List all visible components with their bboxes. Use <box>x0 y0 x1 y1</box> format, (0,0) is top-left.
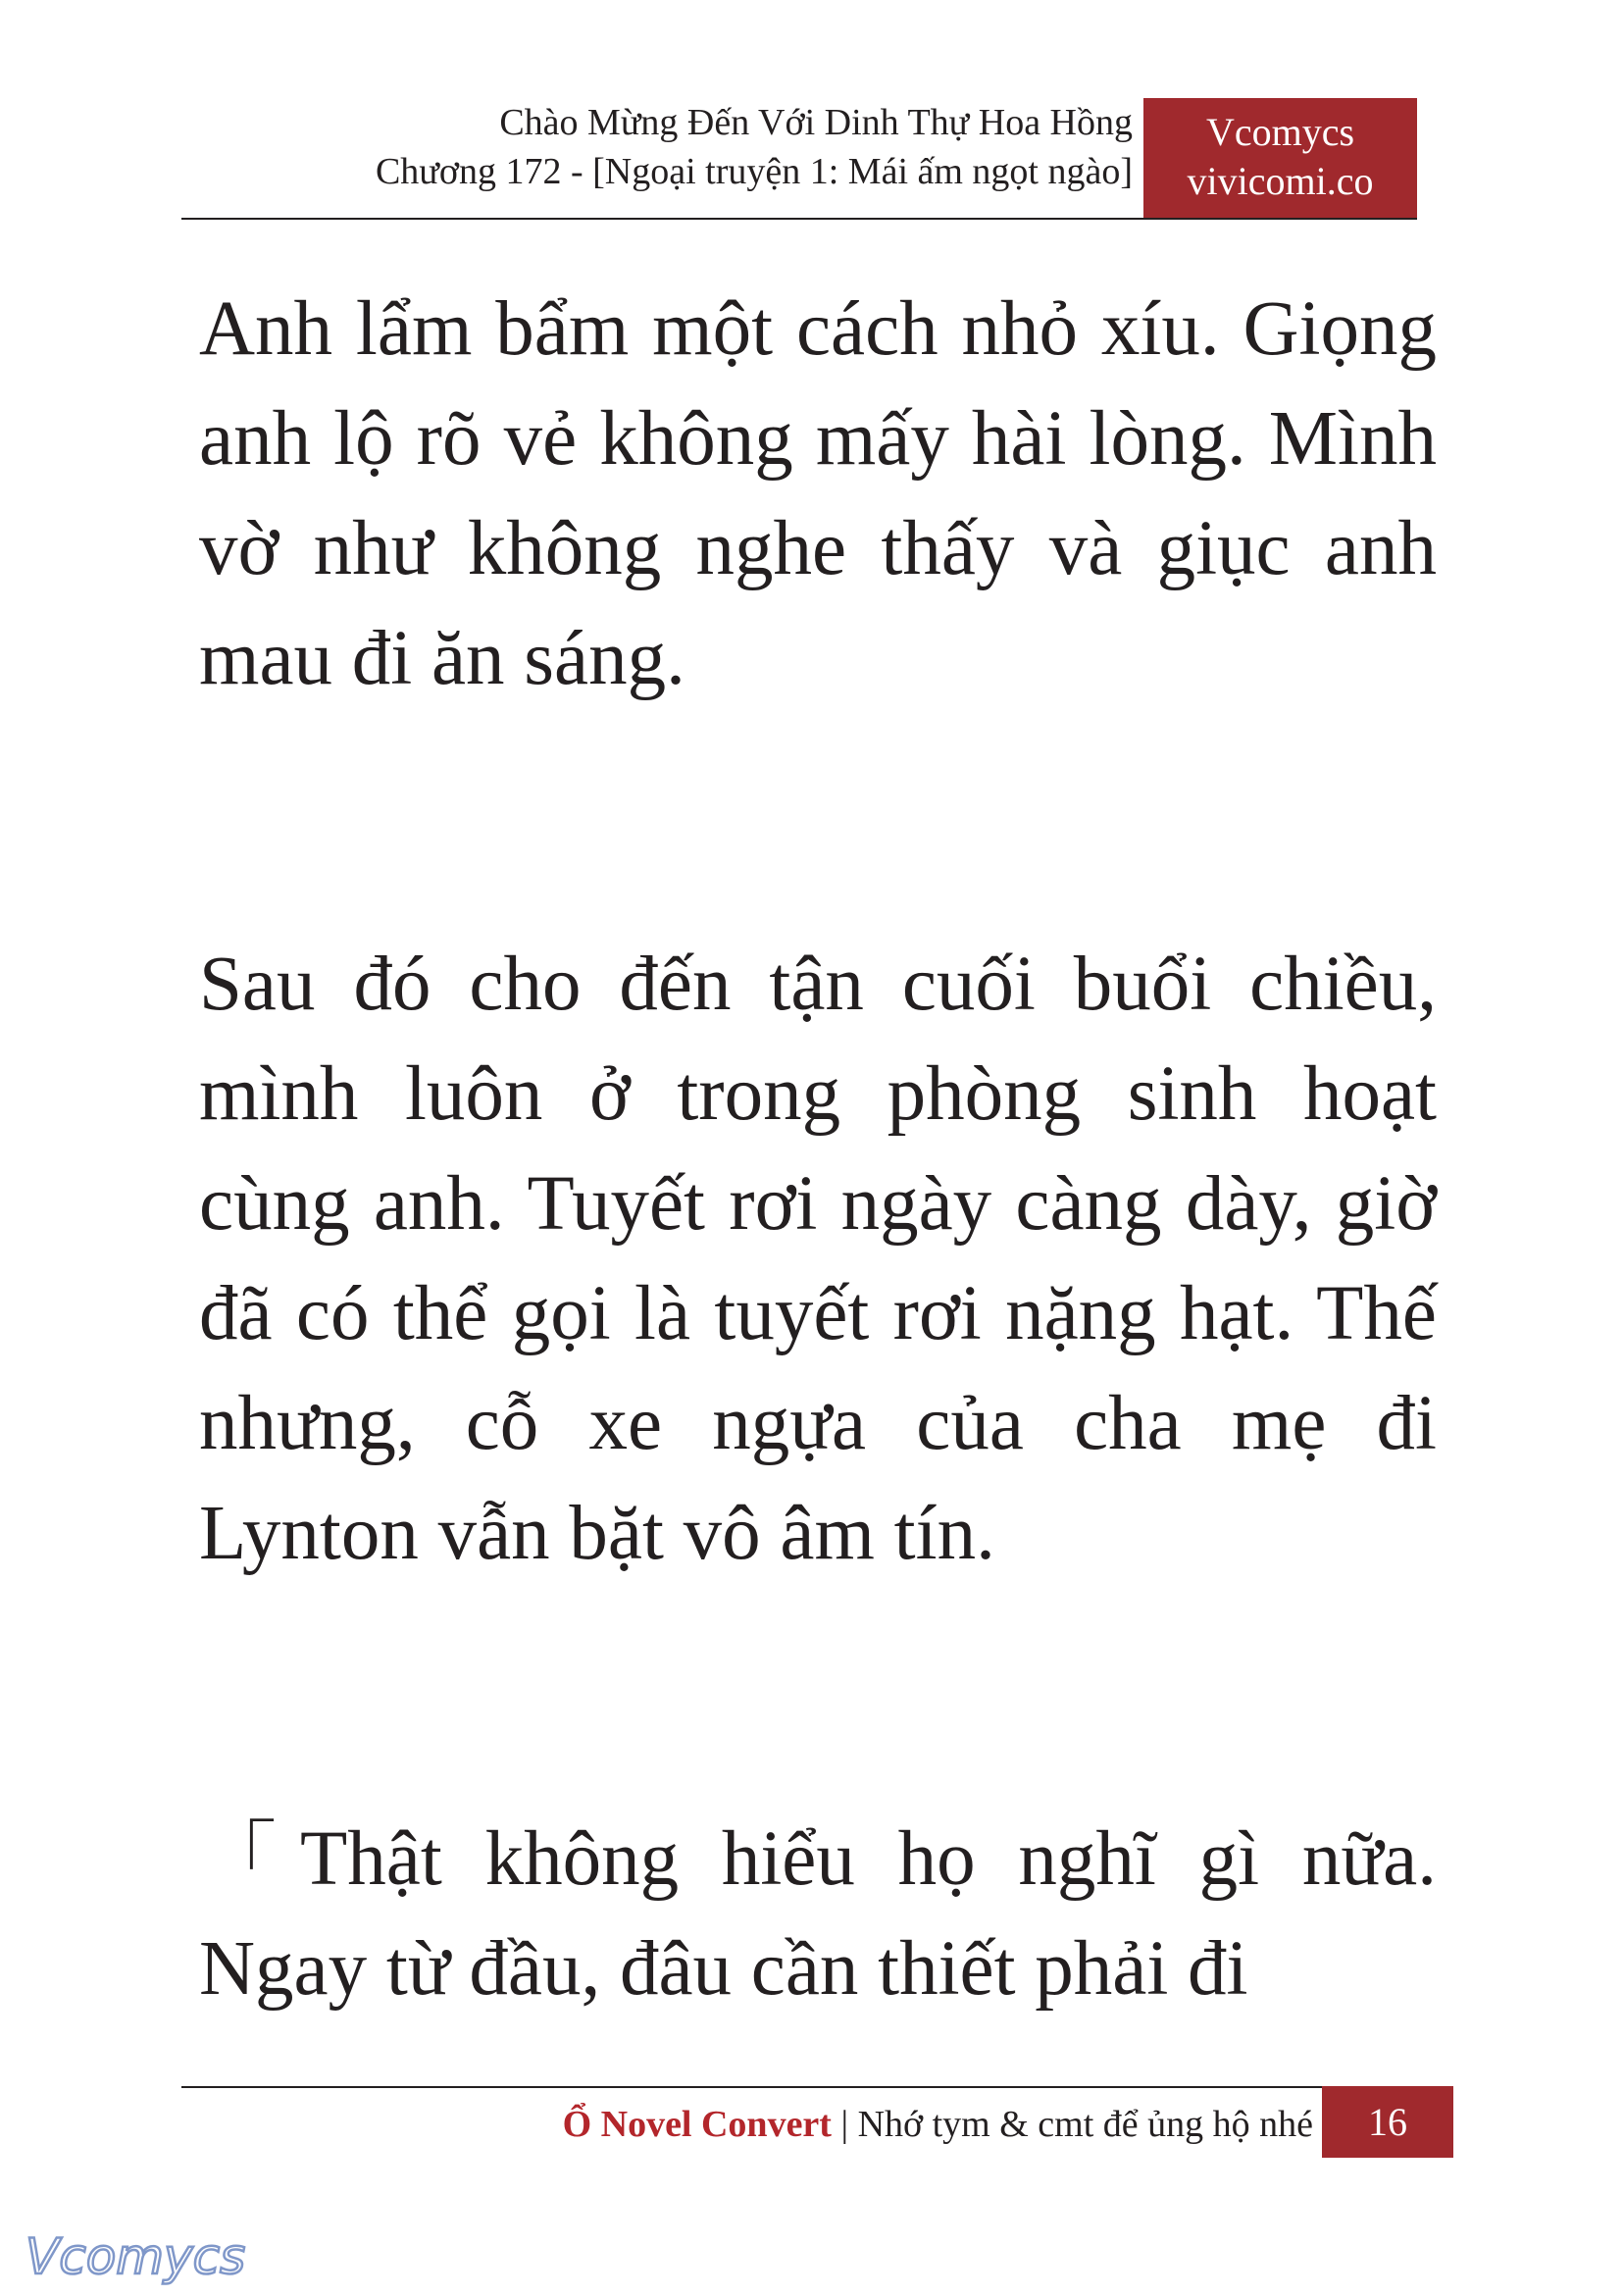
footer-brand: Ổ Novel Convert <box>562 2104 832 2145</box>
page-footer <box>181 2086 1453 2158</box>
watermark-logo-icon <box>22 2222 247 2291</box>
footer-separator: | <box>831 2104 858 2145</box>
svg-text:Vcomycs: Vcomycs <box>25 2228 246 2285</box>
brand-name: Vcomycs <box>1205 110 1355 154</box>
header-divider <box>181 218 1417 220</box>
brand-badge <box>1143 98 1417 220</box>
header-text <box>376 98 1133 196</box>
page-header <box>181 98 1417 220</box>
page-number: 16 <box>1322 2086 1453 2158</box>
book-title: Chào Mừng Đến Với Dinh Thự Hoa Hồng <box>499 102 1133 143</box>
brand-url: vivicomi.co <box>1187 159 1374 203</box>
footer-divider <box>181 2086 1453 2088</box>
paragraph: 「Thật không hiểu họ nghĩ gì nữa. Ngay từ đầu, đâu cần thiết phải đi <box>199 1816 1437 2012</box>
footer-message: Nhớ tym & cmt để ủng hộ nhé <box>857 2104 1313 2145</box>
paragraph: Sau đó cho đến tận cuối buổi chiều, mình luôn ở trong phòng sinh hoạt cùng anh. Tuyết rơi ngày càng dày, giờ đã có thể gọi là tuyết rơi nặng hạt. Thế nhưng, cỗ xe ngựa của cha mẹ đi Lynton vẫn bặt vô âm tín. <box>199 942 1437 1576</box>
watermark-logo <box>22 2222 247 2291</box>
page-body <box>199 275 1437 2024</box>
footer-text <box>563 2100 1313 2149</box>
paragraph: Anh lẩm bẩm một cách nhỏ xíu. Giọng anh lộ rõ vẻ không mấy hài lòng. Mình vờ như không nghe thấy và giục anh mau đi ăn sáng. <box>199 286 1437 701</box>
chapter-title: Chương 172 - [Ngoại truyện 1: Mái ấm ngọt ngào] <box>375 151 1133 192</box>
